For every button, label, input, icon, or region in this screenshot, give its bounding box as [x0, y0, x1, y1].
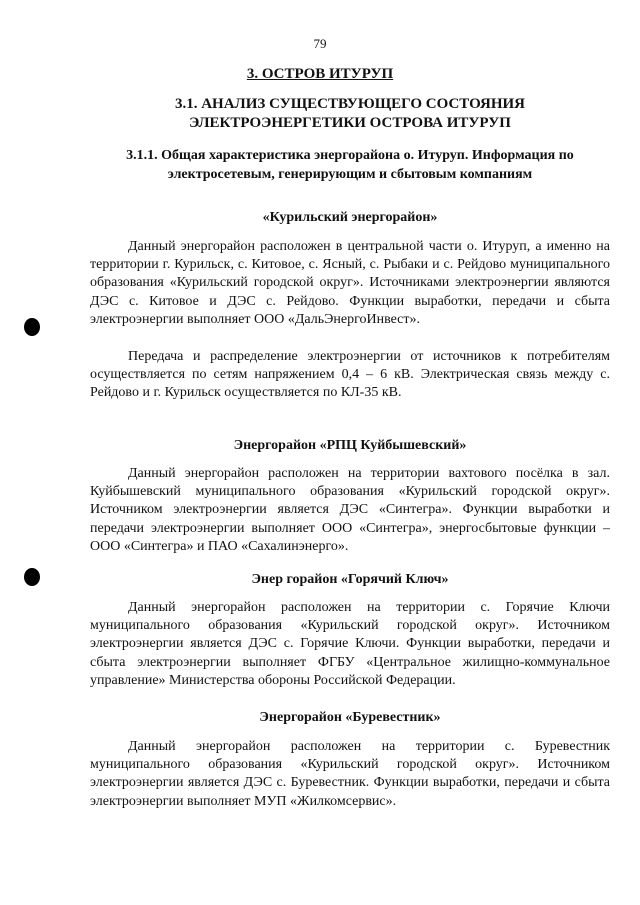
paragraph-kurilsky-1: Данный энергорайон расположен в центральной части о. Итуруп, а именно на территории г. Курильск, с. Китовое, с. Ясный, с. Рыбаки и с. Рейдово муниципального образования «Курильский городской округ». Источниками электроэнергии являются ДЭС с. Китовое и ДЭС с. Рейдово. Функции выработки, передачи и сбыта электроэнергии выполняет ООО «ДальЭнергоИнвест».: [90, 239, 610, 327]
region-heading-goryachiy-klyuch: Энер горайон «Горячий Ключ»: [251, 572, 449, 587]
page-number: 79: [313, 36, 327, 51]
region-heading-kurilsky: «Курильский энергорайон»: [262, 210, 438, 225]
paragraph-kurilsky-2: Передача и распределение электроэнергии от источников к потребителям осуществляется по сетям напряжением 0,4 – 6 кВ. Электрическая связь между с. Рейдово и г. Курильск осуществляется по КЛ-35 кВ.: [90, 349, 610, 401]
punch-hole-upper: [24, 318, 40, 336]
chapter-title-text: 3. ОСТРОВ ИТУРУП: [246, 66, 394, 82]
subsection-title: 3.1.1. Общая характеристика энергорайона о. Итуруп. Информация по электросетевым, генерирующим и сбытовым компаниям: [126, 148, 574, 182]
chapter-title: [0, 66, 640, 83]
punch-hole-lower: [24, 568, 40, 586]
section-title: 3.1. АНАЛИЗ СУЩЕСТВУЮЩЕГО СОСТОЯНИЯ ЭЛЕКТРОЭНЕРГЕТИКИ ОСТРОВА ИТУРУП: [174, 96, 526, 131]
paragraph-kuibyshevsky-1: Данный энергорайон расположен на территории вахтового посёлка в зал. Куйбышевский муниципального образования «Курильский городской округ». Источником электроэнергии является ДЭС «Синтегра». Функции выработки и передачи электроэнергии выполняет ООО «Синтегра», энергосбытовые функции – ООО «Синтегра» и ПАО «Сахалинэнерго».: [90, 466, 610, 554]
paragraph-burevestnik-1: Данный энергорайон расположен на территории с. Буревестник муниципального образования «Курильский городской округ». Источником электроэнергии является ДЭС с. Буревестник. Функции выработки, передачи и сбыта электроэнергии выполняет МУП «Жилкомсервис».: [90, 739, 610, 809]
region-heading-burevestnik: Энергорайон «Буревестник»: [259, 710, 441, 725]
paragraph-goryachiy-klyuch-1: Данный энергорайон расположен на территории с. Горячие Ключи муниципального образования «Курильский городской округ». Источником электроэнергии является ДЭС с. Горячие Ключи. Функции выработки, передачи и сбыта электроэнергии выполняет ФГБУ «Центральное жилищно-коммунальное управление» Министерства обороны Российской Федерации.: [90, 600, 610, 688]
region-heading-kuibyshevsky: Энергорайон «РПЦ Куйбышевский»: [233, 438, 467, 453]
